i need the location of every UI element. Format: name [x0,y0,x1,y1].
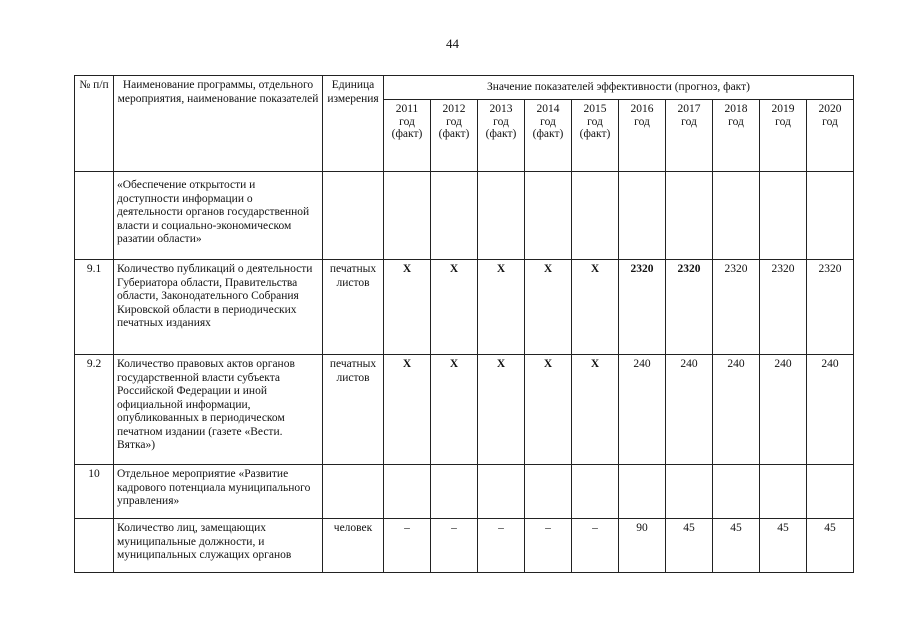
row-value [807,465,854,519]
header-name: Наименование программы, отдельного мероприятия, наименование показателей [114,76,323,172]
row-value: X [384,355,431,465]
row-unit: человек [323,519,384,573]
row-value [619,465,666,519]
row-value [384,172,431,260]
row-value: X [478,260,525,355]
row-value [525,465,572,519]
table-row [75,519,854,573]
row-name: Количество публикаций о деятельности Губериатора области, Правительства области, Законодательного Собрания Кировской области в периодических печатных изданиях [114,260,323,355]
row-value: X [431,260,478,355]
row-value: 2320 [619,260,666,355]
row-value: 240 [807,355,854,465]
row-value [666,172,713,260]
row-value: X [572,260,619,355]
row-value: 45 [713,519,760,573]
table-row [75,172,854,260]
header-year: 2017 год [666,100,713,172]
row-value: 2320 [807,260,854,355]
header-year: 2012 год (факт) [431,100,478,172]
row-value [760,172,807,260]
row-value [619,172,666,260]
row-value: 240 [760,355,807,465]
row-value: X [431,355,478,465]
row-value: – [572,519,619,573]
row-value [478,172,525,260]
row-value: – [384,519,431,573]
row-value: 2320 [713,260,760,355]
row-value: 2320 [760,260,807,355]
header-year: 2018 год [713,100,760,172]
row-no [75,172,114,260]
indicators-table [74,75,854,573]
row-value [807,172,854,260]
row-unit: печатных листов [323,260,384,355]
row-value: – [478,519,525,573]
row-name: Количество лиц, замещающих муниципальные должности, и муниципальных служащих органов [114,519,323,573]
row-no: 10 [75,465,114,519]
row-unit [323,465,384,519]
row-value [713,172,760,260]
table-row [75,465,854,519]
row-no: 9.2 [75,355,114,465]
row-value: X [525,355,572,465]
row-value: 2320 [666,260,713,355]
row-value: 45 [807,519,854,573]
header-year: 2011 год (факт) [384,100,431,172]
row-name: Отдельное мероприятие «Развитие кадрового потенциала муниципального управления» [114,465,323,519]
row-value: X [572,355,619,465]
row-value: – [525,519,572,573]
row-value [478,465,525,519]
header-year: 2014 год (факт) [525,100,572,172]
header-year: 2020 год [807,100,854,172]
row-value: 45 [760,519,807,573]
row-value [384,465,431,519]
row-value: 240 [713,355,760,465]
row-value: 240 [619,355,666,465]
header-values: Значение показателей эффективности (прогноз, факт) [384,76,854,100]
row-value [525,172,572,260]
table-row [75,260,854,355]
row-value: X [525,260,572,355]
row-value [572,172,619,260]
row-name: «Обеспечение открытости и доступности информации о деятельности органов государственной власти и социально-экономическом разатии области» [114,172,323,260]
header-unit: Единица измерения [323,76,384,172]
row-value [431,465,478,519]
row-value [666,465,713,519]
row-value [431,172,478,260]
table-row [75,355,854,465]
page-number: 44 [446,36,459,51]
header-year: 2015 год (факт) [572,100,619,172]
header-year: 2019 год [760,100,807,172]
row-no: 9.1 [75,260,114,355]
row-value: X [384,260,431,355]
row-value: 240 [666,355,713,465]
row-unit: печатных листов [323,355,384,465]
header-year: 2016 год [619,100,666,172]
row-value [572,465,619,519]
row-unit [323,172,384,260]
row-no [75,519,114,573]
row-value: X [478,355,525,465]
header-year: 2013 год (факт) [478,100,525,172]
row-value: 90 [619,519,666,573]
header-no: № п/п [75,76,114,172]
header-row-1 [75,76,854,100]
row-value [713,465,760,519]
row-value: 45 [666,519,713,573]
row-value [760,465,807,519]
row-value: – [431,519,478,573]
row-name: Количество правовых актов органов государственной власти субъекта Российской Федерации и иной официальной информации, опубликованных в периодическом печатном издании (газете «Вести. Вятка») [114,355,323,465]
